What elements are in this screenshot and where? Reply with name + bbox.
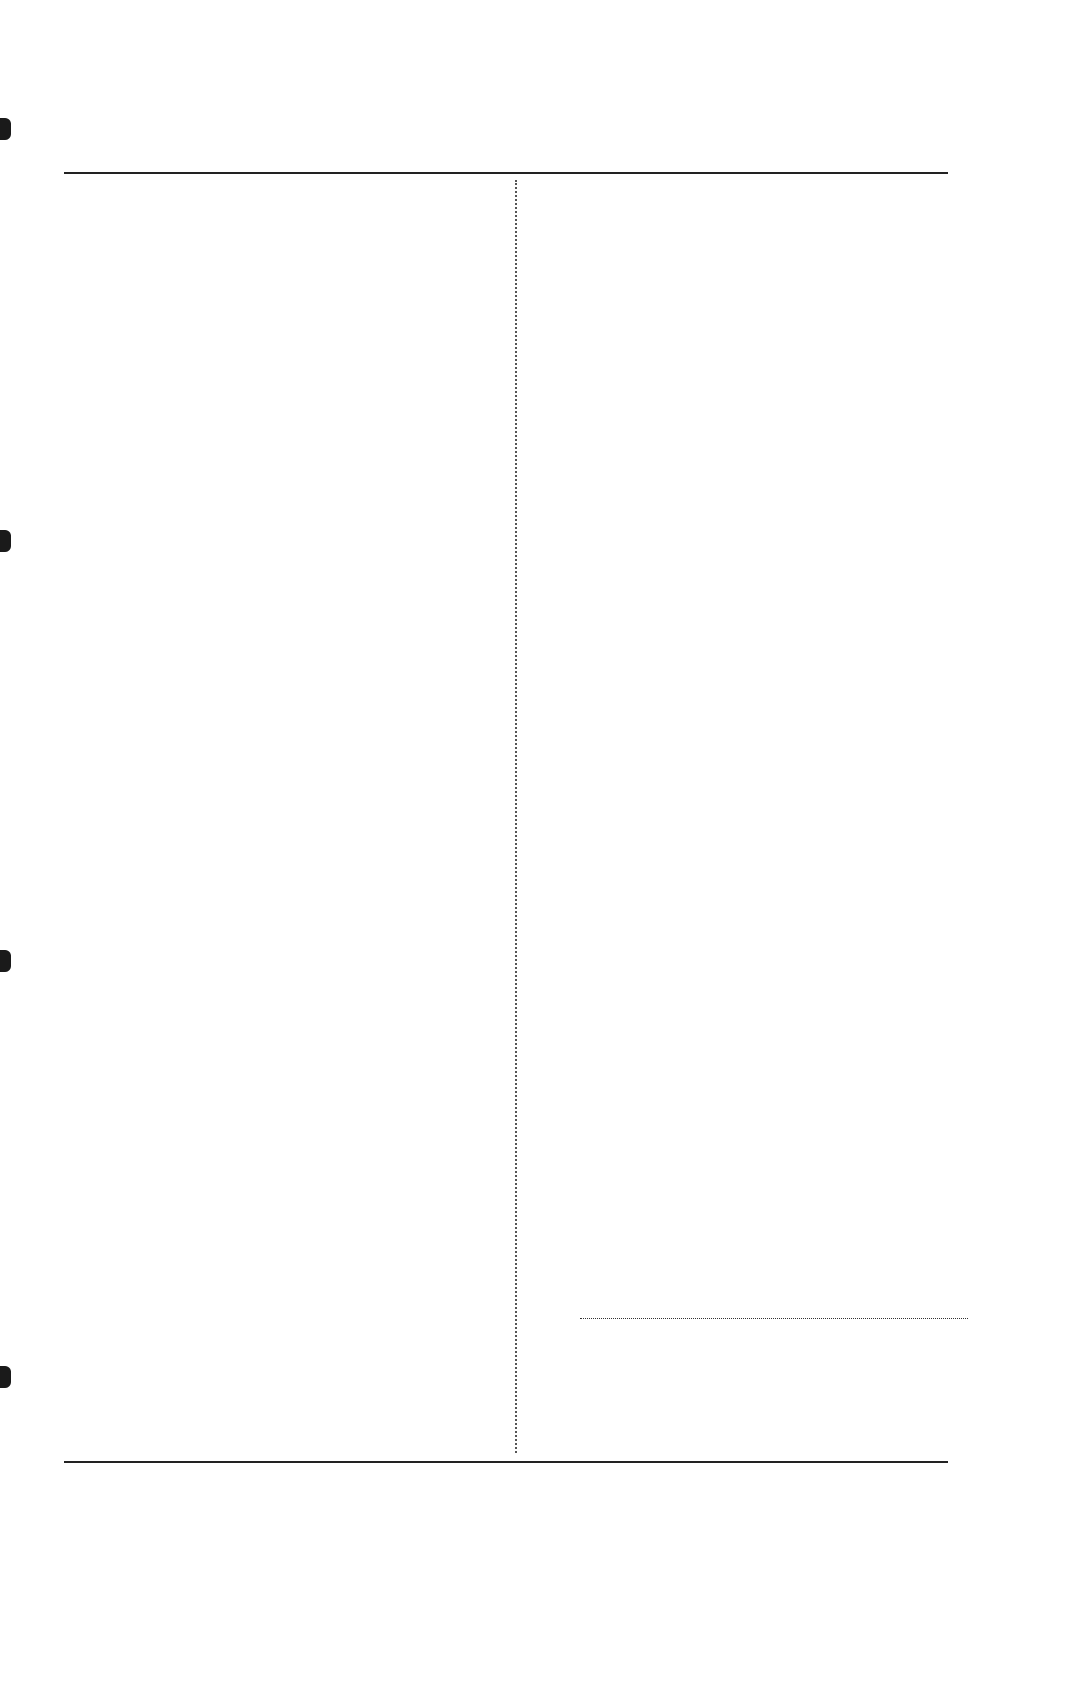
entry-first-line — [68, 264, 508, 303]
entry-line — [520, 619, 955, 658]
entry-first-line — [68, 824, 508, 863]
footnote-rule — [580, 1318, 968, 1319]
left-column — [68, 184, 508, 1304]
entry-line — [520, 420, 955, 459]
dictionary-entry — [520, 264, 955, 498]
dictionary-entry — [68, 305, 508, 422]
entry-first-line — [68, 1263, 508, 1302]
entry-line — [68, 902, 508, 941]
footnotes — [530, 1324, 955, 1396]
dictionary-entry — [520, 184, 955, 262]
right-column — [520, 184, 955, 1218]
dictionary-entry — [68, 1142, 508, 1220]
dictionary-entry — [68, 424, 508, 463]
entry-first-line — [520, 580, 955, 619]
dictionary-entry — [68, 824, 508, 1058]
dictionary-entry — [520, 580, 955, 658]
footer-rule — [64, 1461, 948, 1463]
dictionary-entry — [68, 465, 508, 543]
entry-line — [68, 863, 508, 902]
entry-line — [68, 1181, 508, 1220]
entry-first-line — [520, 779, 955, 818]
entry-first-line — [520, 184, 955, 223]
entry-first-line — [68, 625, 508, 664]
entry-line — [520, 459, 955, 498]
footnote-line — [530, 1372, 955, 1396]
dictionary-entry — [520, 859, 955, 898]
header-rule — [64, 172, 948, 174]
entry-line — [68, 223, 508, 262]
page-edge-mark — [0, 118, 11, 140]
entry-line — [68, 941, 508, 980]
footnote-line — [530, 1348, 955, 1372]
dictionary-entry — [68, 1101, 508, 1140]
entry-first-line — [68, 1060, 508, 1099]
dictionary-entry — [520, 779, 955, 857]
entry-line — [68, 584, 508, 623]
entry-first-line — [520, 1177, 955, 1216]
column-divider — [515, 180, 517, 1453]
entry-line — [68, 383, 508, 422]
entry-line — [520, 1058, 955, 1097]
entry-line — [520, 303, 955, 342]
entry-line — [68, 980, 508, 1019]
dictionary-entry — [68, 1263, 508, 1302]
entry-first-line — [520, 660, 955, 699]
entry-line — [520, 1136, 955, 1175]
dictionary-entry — [68, 1222, 508, 1261]
entry-first-line — [68, 305, 508, 344]
dictionary-entry — [520, 660, 955, 777]
dictionary-entry — [68, 625, 508, 703]
entry-line — [68, 744, 508, 783]
dictionary-entry — [520, 1019, 955, 1175]
dictionary-entry — [68, 545, 508, 623]
dictionary-entry — [520, 1177, 955, 1216]
entry-line — [68, 1019, 508, 1058]
dictionary-entry — [520, 500, 955, 578]
entry-line — [520, 539, 955, 578]
entry-first-line — [68, 545, 508, 584]
dictionary-entry — [68, 705, 508, 822]
entry-line — [520, 818, 955, 857]
page-edge-mark — [0, 1366, 11, 1388]
entry-line — [68, 504, 508, 543]
entry-first-line — [68, 705, 508, 744]
entry-line — [68, 664, 508, 703]
entry-first-line — [68, 1222, 508, 1261]
entry-first-line — [520, 859, 955, 898]
entry-line — [520, 1097, 955, 1136]
entry-line — [520, 381, 955, 420]
entry-first-line — [68, 465, 508, 504]
page-edge-mark — [0, 530, 11, 552]
entry-first-line — [520, 1019, 955, 1058]
entry-line — [520, 342, 955, 381]
entry-first-line — [520, 900, 955, 939]
entry-first-line — [68, 1142, 508, 1181]
entry-first-line — [68, 184, 508, 223]
entry-line — [68, 344, 508, 383]
entry-first-line — [68, 424, 508, 463]
dictionary-entry — [520, 900, 955, 1017]
entry-first-line — [520, 500, 955, 539]
dictionary-entry — [68, 1060, 508, 1099]
entry-first-line — [520, 264, 955, 303]
entry-line — [520, 699, 955, 738]
dictionary-entry — [68, 264, 508, 303]
dictionary-entry — [68, 184, 508, 262]
entry-line — [520, 978, 955, 1017]
entry-line — [520, 939, 955, 978]
entry-line — [520, 738, 955, 777]
entry-line — [68, 783, 508, 822]
footnote-line — [530, 1324, 955, 1348]
entry-line — [520, 223, 955, 262]
page-edge-mark — [0, 950, 11, 972]
entry-first-line — [68, 1101, 508, 1140]
